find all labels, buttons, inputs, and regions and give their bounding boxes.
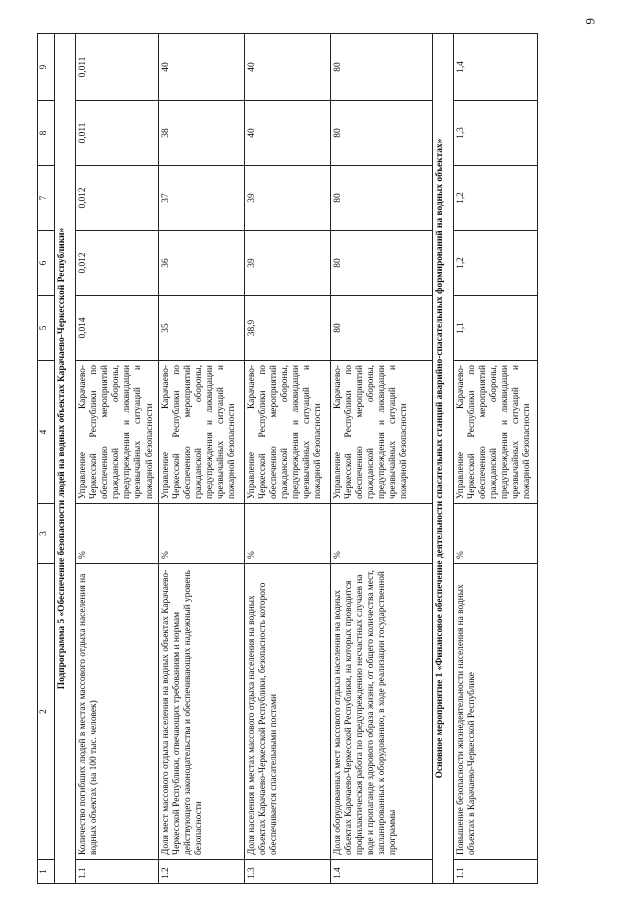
- col-header-8: 8: [38, 101, 55, 166]
- page-number: 6: [583, 18, 598, 25]
- value-col8: 80: [330, 101, 432, 166]
- value-col9: 40: [158, 34, 244, 101]
- value-col5: 38,9: [244, 296, 330, 361]
- value-col5: 1,1: [453, 296, 537, 361]
- value-col7: 37: [158, 166, 244, 231]
- value-col7: 39: [244, 166, 330, 231]
- responsible-org: Управление Карачаево-Черкесской Республики по обеспечению мероприятий гражданской обороны, предупреждения и ликвидации чрезвычайных ситуаций и пожарной безопасности: [158, 361, 244, 504]
- row-number: 1.4: [330, 860, 432, 884]
- row-number: 1.3: [244, 860, 330, 884]
- unit-cell: %: [76, 504, 159, 564]
- indicator-name: Доля мест массового отдыха населения на водных объектах Карачаево-Черкесской Республики, отвечающих требованиям и нормам действующего законодательства и обеспечивающих надежный уровень безопасности: [158, 564, 244, 860]
- col-header-3: 3: [38, 504, 55, 564]
- responsible-org: Управление Карачаево-Черкесской Республики по обеспечению мероприятий гражданской обороны, предупреждения и ликвидации чрезвычайных ситуаций и пожарной безопасности: [76, 361, 159, 504]
- unit-cell: %: [244, 504, 330, 564]
- column-numbers-row: [38, 34, 55, 884]
- value-col6: 0,012: [76, 231, 159, 296]
- value-col8: 38: [158, 101, 244, 166]
- unit-cell: %: [453, 504, 537, 564]
- table-row: [158, 34, 244, 884]
- table-row: [330, 34, 432, 884]
- value-col8: 0,011: [76, 101, 159, 166]
- value-col9: 1,4: [453, 34, 537, 101]
- col-header-5: 5: [38, 296, 55, 361]
- value-col6: 80: [330, 231, 432, 296]
- table-row: [453, 34, 537, 884]
- unit-cell: %: [330, 504, 432, 564]
- table-row: [76, 34, 159, 884]
- row-number: 1.1: [76, 860, 159, 884]
- indicator-name: Доля населения в местах массового отдыха населения на водных объектах Карачаево-Черкесской Республики, безопасность которого обеспечивается спасательными постами: [244, 564, 330, 860]
- col-header-9: 9: [38, 34, 55, 101]
- value-col7: 0,012: [76, 166, 159, 231]
- indicator-name: Количество погибших людей в местах массового отдыха населения на водных объектах (на 100 тыс. человек): [76, 564, 159, 860]
- value-col7: 1,2: [453, 166, 537, 231]
- col-header-6: 6: [38, 231, 55, 296]
- col-header-2: 2: [38, 564, 55, 860]
- value-col5: 0,014: [76, 296, 159, 361]
- value-col9: 80: [330, 34, 432, 101]
- responsible-org: Управление Карачаево-Черкесской Республики по обеспечению мероприятий гражданской обороны, предупреждения и ликвидации чрезвычайных ситуаций и пожарной безопасности: [453, 361, 537, 504]
- value-col6: 36: [158, 231, 244, 296]
- indicator-name: Доля оборудованных мест массового отдыха населения на водных объектах Карачаево-Черкесской Республики, на которых проводится профилактическая работа по предупреждению несчастных случаев на воде и пропаганде здорового образа жизни, от общего количества мест, запланированных к оборудованию, в ходе реализации государственной программы: [330, 564, 432, 860]
- row-number: 1.2: [158, 860, 244, 884]
- value-col8: 40: [244, 101, 330, 166]
- col-header-1: 1: [38, 860, 55, 884]
- value-col5: 80: [330, 296, 432, 361]
- indicator-name: Повышение безопасности жизнедеятельности населения на водных объектах в Карачаево-Черкесской Республике: [453, 564, 537, 860]
- responsible-org: Управление Карачаево-Черкесской Республики по обеспечению мероприятий гражданской обороны, предупреждения и ликвидации чрезвычайных ситуаций и пожарной безопасности: [330, 361, 432, 504]
- section-title: Основное мероприятие 1 «Финансовое обеспечение деятельности спасательных станций аварийно-спасательных формирований на водных объектах»: [432, 34, 453, 884]
- unit-cell: %: [158, 504, 244, 564]
- responsible-org: Управление Карачаево-Черкесской Республики по обеспечению мероприятий гражданской обороны, предупреждения и ликвидации чрезвычайных ситуаций и пожарной безопасности: [244, 361, 330, 504]
- section-title-row: [432, 34, 453, 884]
- section-title: Подпрограмма 5 «Обеспечение безопасности людей на водных объектах Карачаево-Черкесской Республики»: [55, 34, 76, 884]
- value-col6: 39: [244, 231, 330, 296]
- value-col8: 1,3: [453, 101, 537, 166]
- value-col6: 1,2: [453, 231, 537, 296]
- section-title-row: [55, 34, 76, 884]
- value-col7: 80: [330, 166, 432, 231]
- indicators-table: [37, 33, 538, 884]
- value-col5: 35: [158, 296, 244, 361]
- rotated-page: [37, 34, 593, 884]
- row-number: 1.1: [453, 860, 537, 884]
- col-header-4: 4: [38, 361, 55, 504]
- col-header-7: 7: [38, 166, 55, 231]
- value-col9: 40: [244, 34, 330, 101]
- table-row: [244, 34, 330, 884]
- value-col9: 0,011: [76, 34, 159, 101]
